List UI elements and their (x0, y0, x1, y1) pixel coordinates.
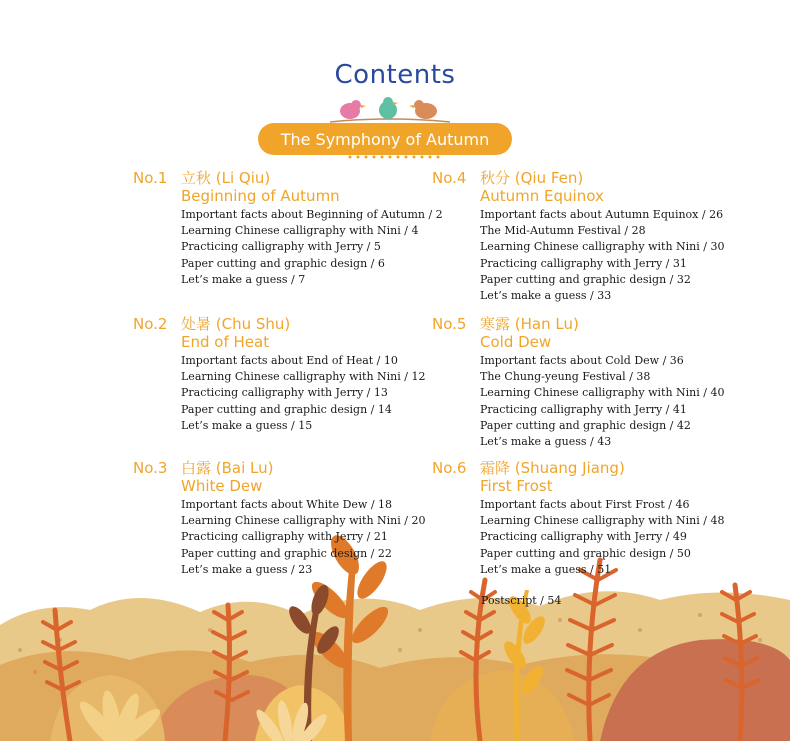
list-item[interactable]: Practicing calligraphy with Jerry / 21 (181, 530, 388, 544)
list-item[interactable]: Learning Chinese calligraphy with Nini / 40 (480, 386, 725, 400)
section-english-name: Beginning of Autumn (181, 187, 340, 205)
list-item[interactable]: Paper cutting and graphic design / 14 (181, 402, 392, 416)
section-heading (432, 459, 732, 477)
list-item[interactable]: Important facts about Beginning of Autumn / 2 (181, 208, 443, 221)
list-item[interactable]: Important facts about White Dew / 18 (181, 498, 393, 511)
list-item[interactable]: Paper cutting and graphic design / 42 (480, 418, 691, 432)
section-name: 处暑 (Chu Shu) (181, 315, 291, 333)
decorative-dots (345, 154, 445, 160)
list-item[interactable]: Practicing calligraphy with Jerry / 49 (480, 530, 687, 544)
list-item[interactable]: Learning Chinese calligraphy with Nini / 48 (480, 514, 725, 528)
section-name: 秋分 (Qiu Fen) (480, 169, 584, 187)
list-item[interactable]: Important facts about First Frost / 46 (480, 498, 690, 511)
section-name: 霜降 (Shuang Jiang) (480, 459, 625, 477)
section-items (181, 353, 433, 434)
list-item[interactable]: Learning Chinese calligraphy with Nini / 12 (181, 370, 426, 384)
list-item[interactable]: Let’s make a guess / 51 (480, 562, 612, 576)
list-item[interactable]: Practicing calligraphy with Jerry / 31 (480, 256, 687, 270)
bird-icon (330, 96, 450, 126)
list-item[interactable]: Paper cutting and graphic design / 32 (480, 272, 691, 286)
section-heading (133, 169, 433, 187)
postscript-entry[interactable]: Postscript / 54 (481, 594, 562, 607)
list-item[interactable]: Learning Chinese calligraphy with Nini / 30 (480, 240, 725, 254)
section-number: No.5 (432, 315, 467, 333)
section-no1 (133, 169, 443, 288)
section-heading (432, 169, 732, 187)
section-name: 立秋 (Li Qiu) (181, 169, 271, 187)
section-number: No.6 (432, 459, 467, 477)
section-number: No.3 (133, 459, 168, 477)
list-item[interactable]: Paper cutting and graphic design / 22 (181, 546, 392, 560)
section-number: No.4 (432, 169, 467, 187)
section-no2 (133, 315, 433, 434)
list-item[interactable]: Let’s make a guess / 33 (480, 289, 612, 303)
list-item[interactable]: Practicing calligraphy with Jerry / 13 (181, 386, 388, 400)
section-number: No.2 (133, 315, 168, 333)
section-items (480, 353, 732, 450)
section-items (480, 207, 732, 304)
list-item[interactable]: Learning Chinese calligraphy with Nini / 4 (181, 224, 419, 238)
section-heading (133, 459, 433, 477)
list-item[interactable]: Practicing calligraphy with Jerry / 41 (480, 402, 687, 416)
list-item[interactable]: Practicing calligraphy with Jerry / 5 (181, 240, 381, 254)
list-item[interactable]: Let’s make a guess / 15 (181, 418, 313, 432)
section-no6 (432, 459, 732, 578)
section-number: No.1 (133, 169, 168, 187)
section-items (181, 207, 443, 288)
list-item[interactable]: Paper cutting and graphic design / 6 (181, 256, 385, 270)
list-item[interactable]: Let’s make a guess / 43 (480, 435, 612, 449)
list-item[interactable]: Important facts about Autumn Equinox / 26 (480, 208, 724, 221)
section-english-name: End of Heat (181, 333, 270, 351)
section-english-name: First Frost (480, 477, 553, 495)
section-no3 (133, 459, 433, 578)
list-item[interactable]: Paper cutting and graphic design / 50 (480, 546, 691, 560)
list-item[interactable]: The Chung-yeung Festival / 38 (480, 370, 651, 384)
list-item[interactable]: Let’s make a guess / 7 (181, 272, 306, 286)
section-heading (133, 315, 433, 333)
list-item[interactable]: The Mid-Autumn Festival / 28 (480, 224, 646, 238)
section-items (181, 497, 433, 578)
list-item[interactable]: Important facts about End of Heat / 10 (181, 354, 398, 367)
section-name: 寒露 (Han Lu) (480, 315, 579, 333)
list-item[interactable]: Learning Chinese calligraphy with Nini / 20 (181, 514, 426, 528)
section-english-name: Autumn Equinox (480, 187, 604, 205)
list-item[interactable]: Let’s make a guess / 23 (181, 562, 313, 576)
subtitle-banner: The Symphony of Autumn (258, 123, 512, 155)
section-items (480, 497, 732, 578)
section-heading (432, 315, 732, 333)
section-english-name: White Dew (181, 477, 263, 495)
section-name: 白露 (Bai Lu) (181, 459, 274, 477)
section-english-name: Cold Dew (480, 333, 552, 351)
list-item[interactable]: Important facts about Cold Dew / 36 (480, 354, 684, 367)
section-no5 (432, 315, 732, 450)
page-title: Contents (334, 60, 456, 90)
section-no4 (432, 169, 732, 304)
